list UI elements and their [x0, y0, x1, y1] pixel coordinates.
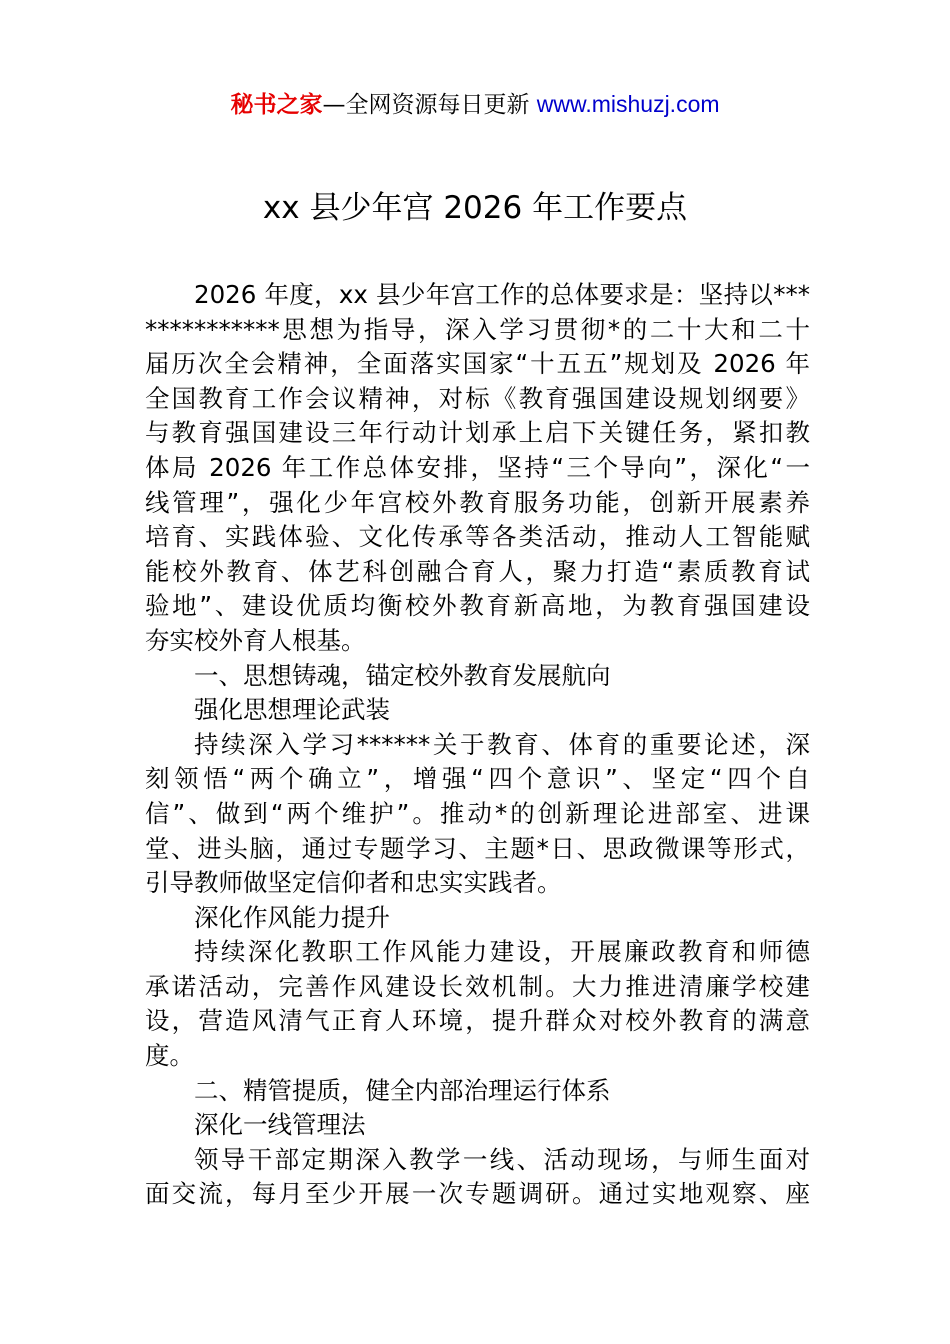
text-line: 信”、做到“两个维护”。推动*的创新理论进部室、进课	[145, 798, 810, 828]
text-line: 领导干部定期深入教学一线、活动现场，与师生面对	[194, 1144, 810, 1174]
text-line: 堂、进头脑，通过专题学习、主题*日、思政微课等形式，	[145, 833, 810, 863]
subsection-heading: 深化作风能力提升	[194, 902, 390, 932]
text-line: 与教育强国建设三年行动计划承上启下关键任务，紧扣教	[145, 418, 810, 448]
text-line: 设，营造风清气正育人环境，提升群众对校外教育的满意	[145, 1006, 810, 1036]
text-line: 承诺活动，完善作风建设长效机制。大力推进清廉学校建	[145, 971, 810, 1001]
intro-paragraph	[145, 278, 810, 659]
text-line: 面交流，每月至少开展一次专题调研。通过实地观察、座	[145, 1179, 810, 1209]
site-header	[0, 88, 950, 121]
subsection-heading: 深化一线管理法	[194, 1110, 366, 1140]
text-line: 2026 年度，xx 县少年宫工作的总体要求是：坚持以***	[194, 280, 810, 309]
text-line: 培育、实践体验、文化传承等各类活动，推动人工智能赋	[145, 522, 810, 552]
text-line: 持续深化教职工作风能力建设，开展廉政教育和师德	[194, 937, 810, 967]
text-line: 全国教育工作会议精神，对标《教育强国建设规划纲要》	[145, 383, 810, 413]
document-title: xx 县少年宫 2026 年工作要点	[262, 190, 688, 226]
subsection-heading: 强化思想理论武装	[194, 695, 390, 725]
text-line: ***********思想为指导，深入学习贯彻*的二十大和二十	[145, 314, 810, 344]
section-heading: 一、思想铸魂，锚定校外教育发展航向	[194, 660, 611, 690]
section-heading: 二、精管提质，健全内部治理运行体系	[194, 1075, 611, 1105]
text-line: 届历次全会精神，全面落实国家“十五五”规划及 2026 年	[145, 349, 810, 379]
site-url-link[interactable]: www.mishuzj.com	[536, 91, 720, 117]
paragraph	[145, 728, 810, 901]
brand-name: 秘书之家	[230, 92, 323, 118]
text-line: 体局 2026 年工作总体安排，坚持“三个导向”，深化“一	[145, 452, 810, 482]
text-line: 能校外教育、体艺科创融合育人，聚力打造“素质教育试	[145, 556, 810, 586]
text-line: 度。	[145, 1041, 194, 1071]
paragraph	[145, 1143, 810, 1212]
text-line: 引导教师做坚定信仰者和忠实实践者。	[145, 868, 562, 898]
text-line: 持续深入学习******关于教育、体育的重要论述，深	[194, 729, 810, 759]
text-line: 线管理”，强化少年宫校外教育服务功能，创新开展素养	[145, 487, 810, 517]
header-tagline: —全网资源每日更新	[322, 92, 530, 118]
paragraph	[145, 935, 810, 1073]
text-line: 刻领悟“两个确立”，增强“四个意识”、坚定“四个自	[145, 764, 810, 794]
text-line: 验地”、建设优质均衡校外教育新高地，为教育强国建设	[145, 591, 810, 621]
document-body	[145, 278, 810, 1212]
text-line: 夯实校外育人根基。	[145, 625, 366, 655]
